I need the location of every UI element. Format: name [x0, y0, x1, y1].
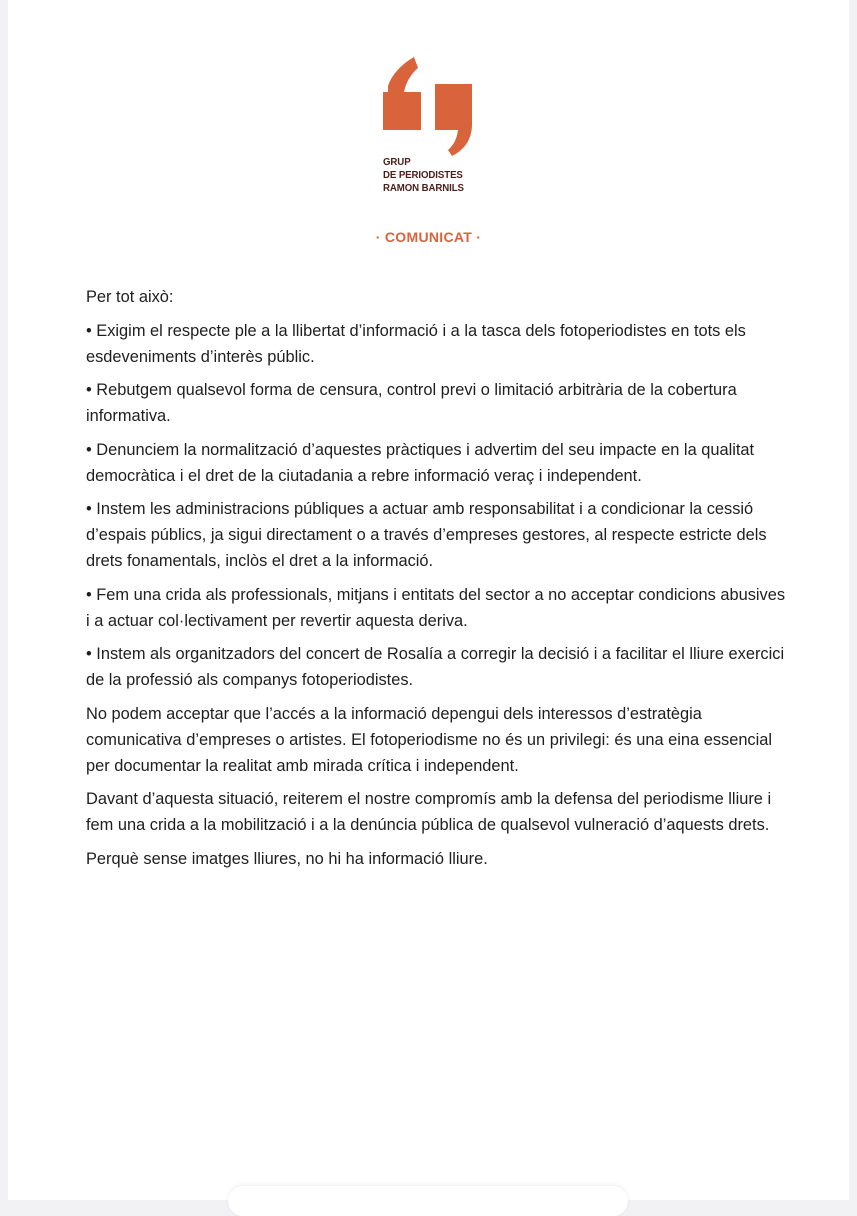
bullet-item: • Denunciem la normalització d’aquestes pràctiques i advertim del seu impacte en la qualitat democràtica i el dret de la ciutadania a rebre informació veraç i independent. [86, 440, 755, 485]
intro-paragraph: Per tot això: [86, 288, 174, 306]
communique-body [86, 284, 786, 879]
paragraph: Davant d’aquesta situació, reiterem el nostre compromís amb la defensa del periodisme lliure i fem una crida a la mobilització i a la denúncia pública de qualsevol vulneració d’aquests drets. [86, 790, 772, 834]
grup-periodistes-logo [374, 52, 484, 202]
quote-mark-icon [374, 52, 484, 157]
bullet-item: • Exigim el respecte ple a la llibertat d’informació i a la tasca dels fotoperiodistes en tots els esdeveniments d’interès públic. [86, 321, 746, 366]
closing-paragraph: Perquè sense imatges lliures, no hi ha informació lliure. [86, 849, 488, 868]
logo-line-3: RAMON BARNILS [383, 182, 464, 194]
communique-heading: · COMUNICAT · [375, 229, 482, 245]
bottom-toolbar-pill[interactable] [228, 1186, 628, 1216]
paragraph: No podem acceptar que l’accés a la informació depengui dels interessos d’estratègia comunicativa d’empreses o artistes. El fotoperiodisme no és un privilegi: és una eina essencial per documentar la realitat amb mirada crítica i independent. [86, 704, 773, 775]
bullet-item: • Instem als organitzadors del concert de Rosalía a corregir la decisió i a facilitar el lliure exercici de la professió als companys fotoperiodistes. [86, 645, 785, 689]
logo-line-2: DE PERIODISTES [383, 169, 463, 181]
logo-line-1: GRUP [383, 156, 411, 168]
bullet-item: • Rebutgem qualsevol forma de censura, control previ o limitació arbitrària de la cobertura informativa. [86, 381, 737, 425]
bullet-item: • Fem una crida als professionals, mitjans i entitats del sector a no acceptar condicions abusives i a actuar col·lectivament per revertir aquesta deriva. [86, 585, 786, 630]
logo-wordmark [383, 156, 464, 195]
bullet-item: • Instem les administracions públiques a actuar amb responsabilitat i a condicionar la cessió d’espais públics, ja sigui directament o a través d’empreses gestores, al respecte estricte dels drets fonamentals, inclòs el dret a la informació. [86, 500, 767, 570]
